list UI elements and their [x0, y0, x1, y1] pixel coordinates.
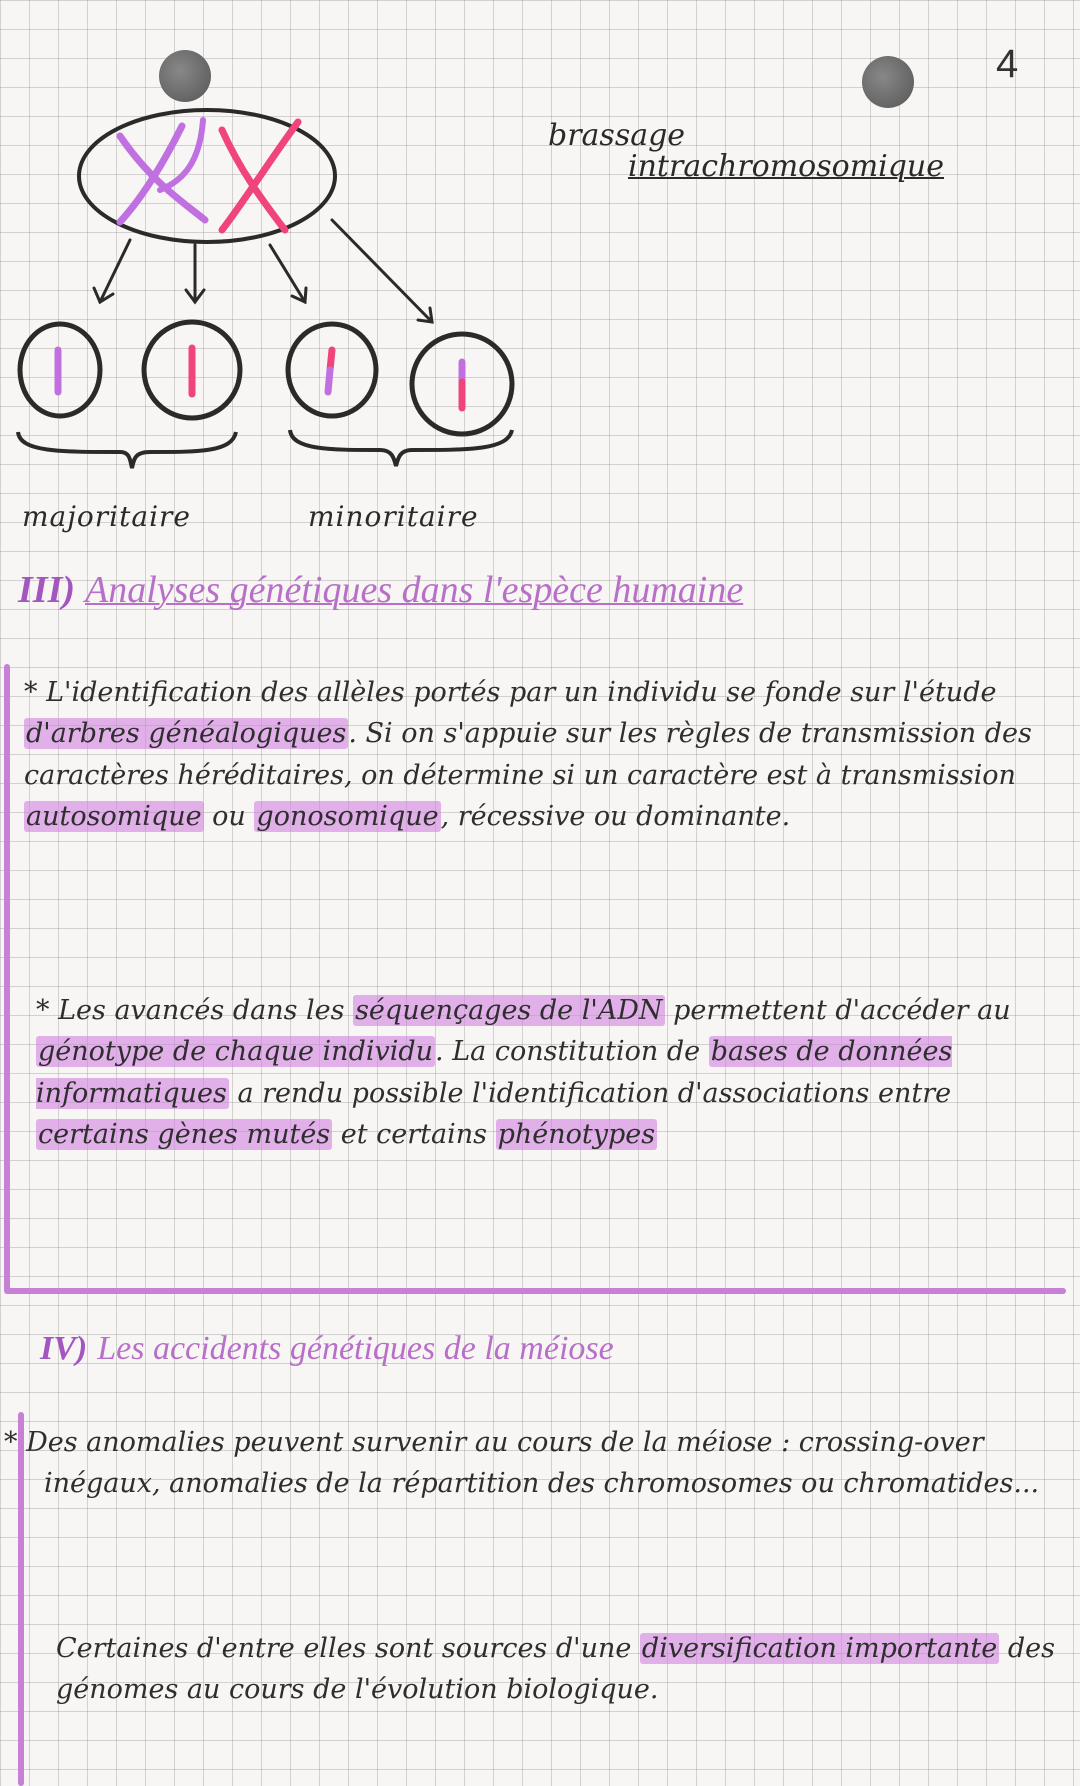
highlight-genes-mutes: certains gènes mutés	[38, 1118, 331, 1150]
bullet: *	[4, 1427, 18, 1458]
highlight-genotype: génotype de chaque individu	[38, 1036, 434, 1068]
text-run: ou	[203, 800, 255, 832]
arrow-1	[100, 240, 130, 302]
section-4-heading	[40, 1330, 614, 1368]
section-4-title: Les accidents génétiques de la méiose	[97, 1330, 614, 1367]
highlight-sequencages: séquençages de l'ADN	[355, 995, 663, 1026]
brace-minoritaire	[290, 430, 512, 466]
section-4-number: IV)	[40, 1330, 88, 1367]
text-run: . Si on s'appuie sur les règles de transmission des caractères héréditaires, on détermine si un caractère est à transmission	[24, 718, 1032, 791]
text-run: Les avancés dans les	[58, 995, 354, 1026]
text-run: . La constitution de	[435, 1036, 709, 1068]
label-majoritaire: majoritaire	[22, 500, 191, 533]
section-4-paragraph-2	[56, 1628, 1056, 1711]
highlight-autosomique: autosomique	[26, 800, 202, 832]
highlight-arbres: d'arbres généalogiques	[26, 718, 347, 750]
label-minoritaire: minoritaire	[308, 500, 479, 533]
section-4-paragraph-1	[4, 1422, 1054, 1505]
daughter-3-chromatid-bottom	[328, 370, 330, 392]
section-3-paragraph-1	[24, 672, 1064, 837]
highlight-phenotypes: phénotypes	[497, 1118, 656, 1150]
text-run: des génomes au cours de l'évolution biologique.	[56, 1633, 1055, 1706]
punch-hole-right	[862, 56, 914, 108]
bullet: *	[36, 995, 50, 1026]
text-run: a rendu possible l'identification d'associations entre	[228, 1077, 952, 1109]
arrow-3	[270, 245, 305, 302]
diagram-title-line2: intrachromosomique	[628, 149, 945, 184]
text-run: L'identification des allèles portés par un individu se fonde sur l'étude	[46, 677, 997, 708]
section-3-title: Analyses génétiques dans l'espèce humaine	[85, 569, 744, 611]
section-3-paragraph-2	[36, 990, 1064, 1155]
text-run: et certains	[332, 1118, 496, 1150]
crossing-over-diagram	[0, 40, 560, 560]
text-run: permettent d'accéder au	[664, 995, 1011, 1026]
text-run: Des anomalies peuvent survenir au cours de la méiose : crossing-over inégaux, anomalies de la répartition des chromosomes ou chromatides...	[26, 1427, 1040, 1500]
diagram-title-line1: brassage	[548, 118, 686, 153]
page-number: 4	[996, 42, 1019, 86]
arrow-4	[332, 220, 432, 322]
brace-majoritaire	[18, 432, 236, 468]
highlight-diversification: diversification importante	[641, 1633, 998, 1664]
diagram-title	[548, 118, 944, 184]
bullet: *	[24, 677, 38, 708]
section-3-number: III)	[18, 569, 76, 611]
text-run: , récessive ou dominante.	[440, 800, 791, 832]
section-3-left-bar	[4, 664, 10, 1292]
highlight-bases-de-donnees: bases de données informatiques	[36, 1036, 953, 1109]
pink-chromatid-2	[222, 122, 298, 230]
text-run: Certaines d'entre elles sont sources d'une	[56, 1633, 640, 1664]
section-3-bottom-bar	[4, 1288, 1066, 1294]
section-4-left-bar	[18, 1412, 24, 1786]
section-3-heading	[18, 568, 743, 612]
highlight-gonosomique: gonosomique	[256, 800, 439, 832]
